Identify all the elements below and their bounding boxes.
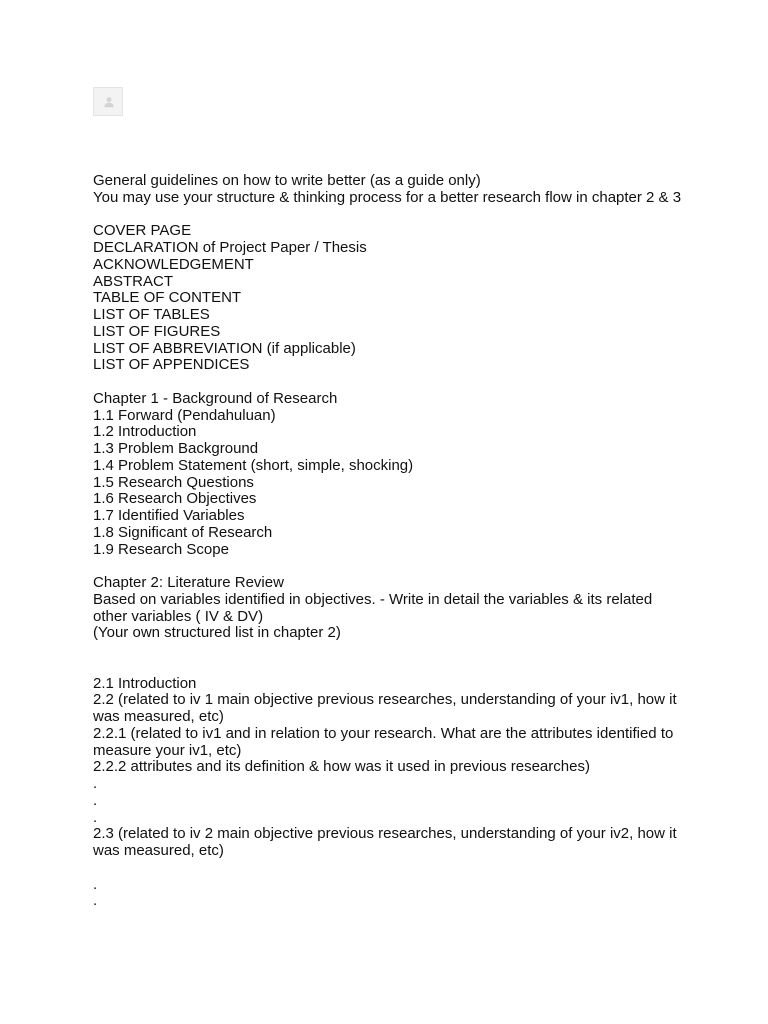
avatar — [93, 87, 123, 116]
spacer — [93, 207, 683, 224]
chapter-2-item: 2.2 (related to iv 1 main objective previous researches, understanding of your iv1, how it was measured, etc) — [93, 691, 681, 725]
front-matter-list — [93, 223, 683, 374]
front-matter-item: ACKNOWLEDGEMENT — [93, 255, 254, 273]
ellipsis-dot: . — [93, 875, 98, 893]
front-matter-item: DECLARATION of Project Paper / Thesis — [93, 239, 367, 256]
chapter-1-item: 1.9 Research Scope — [93, 540, 229, 558]
front-matter-item: LIST OF TABLES — [93, 306, 210, 323]
spacer — [93, 558, 683, 575]
ellipsis-dot: . — [93, 791, 98, 809]
chapter-2-note: (Your own structured list in chapter 2) — [93, 624, 341, 642]
front-matter-item: LIST OF FIGURES — [93, 322, 221, 340]
user-icon — [103, 96, 115, 108]
chapter-1-item: 1.2 Introduction — [93, 423, 197, 441]
intro-note: You may use your structure & thinking process for a better research flow in chapter 2 & 3 — [93, 188, 682, 206]
ellipsis-dot: . — [93, 808, 98, 826]
spacer — [93, 860, 683, 877]
spacer — [93, 659, 683, 676]
chapter-2-item: 2.1 Introduction — [93, 674, 197, 692]
front-matter-item: COVER PAGE — [93, 222, 192, 240]
chapter-1-item: 1.3 Problem Background — [93, 440, 259, 457]
chapter-1-title: Chapter 1 - Background of Research — [93, 389, 338, 407]
spacer — [93, 374, 683, 391]
chapter-2-item: 2.2.2 attributes and its definition & how was it used in previous researches) — [93, 758, 590, 776]
chapter-1-item: 1.5 Research Questions — [93, 473, 254, 491]
chapter-2-item: 2.2.1 (related to iv1 and in relation to your research. What are the attributes identified to measure your iv1, etc) — [93, 724, 678, 759]
chapter-2-title: Chapter 2: Literature Review — [93, 574, 284, 591]
chapter-1-item: 1.4 Problem Statement (short, simple, shocking) — [93, 456, 414, 474]
chapter-1-item: 1.7 Identified Variables — [93, 507, 245, 524]
ellipsis-dot: . — [93, 775, 98, 792]
chapter-1-item: 1.6 Research Objectives — [93, 490, 257, 508]
document-body — [93, 173, 683, 910]
ellipsis-dot: . — [93, 892, 98, 910]
front-matter-item: ABSTRACT — [93, 272, 174, 290]
front-matter-item: LIST OF ABBREVIATION (if applicable) — [93, 339, 356, 357]
chapter-2-description: Based on variables identified in objectives. - Write in detail the variables & its related other variables ( IV & DV) — [93, 590, 657, 625]
chapter-1-section — [93, 391, 683, 559]
front-matter-item: LIST OF APPENDICES — [93, 356, 250, 374]
spacer — [93, 642, 683, 659]
front-matter-item: TABLE OF CONTENT — [93, 289, 242, 307]
chapter-1-item: 1.1 Forward (Pendahuluan) — [93, 406, 276, 424]
chapter-2-item: 2.3 (related to iv 2 main objective previous researches, understanding of your iv2, how it was measured, etc) — [93, 825, 681, 859]
chapter-1-item: 1.8 Significant of Research — [93, 523, 273, 541]
chapter-2-section — [93, 575, 683, 910]
intro-title: General guidelines on how to write better (as a guide only) — [93, 172, 481, 189]
